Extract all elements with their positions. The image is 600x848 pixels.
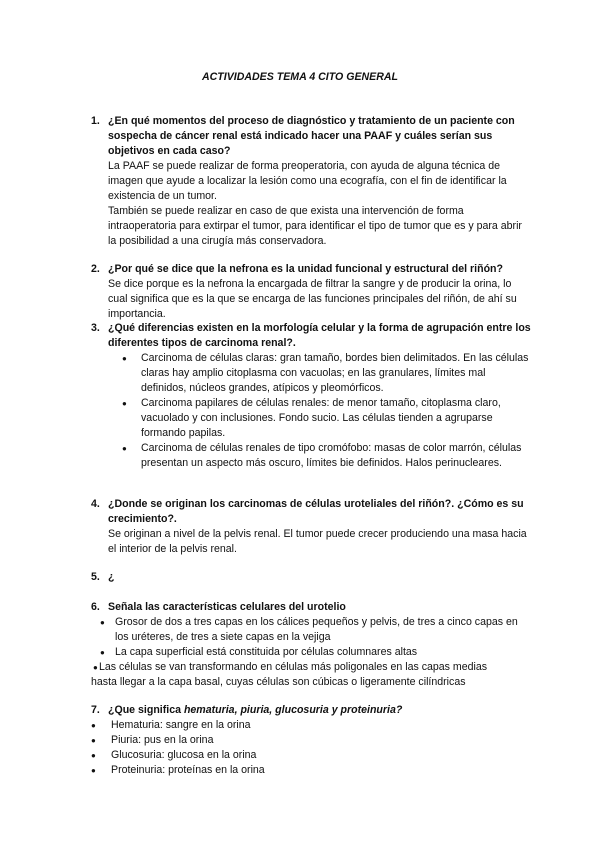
document-title: ACTIVIDADES TEMA 4 CITO GENERAL [202,71,398,83]
list-item: ● La capa superficial está constituida por células columnares altas [91,645,531,660]
question-2 [91,262,531,322]
answer-paragraph: La PAAF se puede realizar de forma preoperatoria, con ayuda de alguna técnica de imagen que ayude a localizar la lesión como una ecografía, con el fin de identificar la existencia de un tumor. [108,160,507,202]
list-item-trailing [91,660,531,690]
list-item: ● Proteinuria: proteínas en la orina [91,763,531,778]
bullet-list [91,718,531,778]
list-item: ● Grosor de dos a tres capas en los cálices pequeños y pelvis, de tres a cinco capas en los uréteres, de tres a siete capas en la vejiga [91,615,531,645]
question-text: ¿Por qué se dice que la nefrona es la unidad funcional y estructural del riñón? [108,263,503,275]
question-number: 7. [91,704,100,716]
question-text: Señala las características celulares del urotelio [108,601,346,613]
question-text: ¿En qué momentos del proceso de diagnóstico y tratamiento de un paciente con sospecha de cáncer renal está indicado hacer una PAAF y cuáles serían sus objetivos en cada caso? [108,115,515,157]
question-4 [91,497,531,557]
list-item-line: hasta llegar a la capa basal, cuyas células son cúbicas o ligeramente cilíndricas [91,676,466,688]
list-item: ● Carcinoma papilares de células renales: de menor tamaño, citoplasma claro, vacuolado y con inclusiones. Fondo sucio. Las células tienden a agruparse formando papilas. [108,396,531,441]
question-prefix: ¿Que significa [108,704,184,716]
question-number: 3. [91,322,100,334]
question-number: 5. [91,571,100,583]
list-item: ● Piuria: pus en la orina [91,733,531,748]
question-3 [91,321,531,471]
question-1 [91,114,531,249]
question-number: 1. [91,115,100,127]
question-terms: hematuria, piuria, glucosuria y proteinuria? [183,704,403,716]
list-item: ● Carcinoma de células claras: gran tamaño, bordes bien delimitados. En las células claras hay amplio citoplasma con vacuolas; en las granulares, límites mal definidos, núcleos grandes, atípicos y pleomórficos. [108,351,531,396]
question-6 [91,600,531,690]
question-5 [91,570,531,585]
answer-paragraph: También se puede realizar en caso de que exista una intervención de forma intraoperatoria para extirpar el tumor, para identificar el tipo de tumor que es y para abrir la posibilidad a una cirugía más conservadora. [108,205,522,247]
bullet-icon: ● [93,663,98,672]
bullet-list [91,351,531,471]
bullet-list [91,615,531,660]
question-text: ¿Qué diferencias existen en la morfología celular y la forma de agrupación entre los diferentes tipos de carcinoma renal?. [108,322,531,349]
list-item: ● Carcinoma de células renales de tipo cromófobo: masas de color marrón, células presentan un aspecto más oscuro, límites bie definidos. Halos perinucleares. [108,441,531,471]
question-number: 6. [91,601,100,613]
list-item: ● Glucosuria: glucosa en la orina [91,748,531,763]
question-7 [91,703,531,778]
list-item-line: Las células se van transformando en células más poligonales en las capas medias [99,661,488,673]
answer-paragraph: Se originan a nivel de la pelvis renal. El tumor puede crecer produciendo una masa hacia el interior de la pelvis renal. [108,528,527,555]
answer [108,159,531,249]
list-item: ● Hematuria: sangre en la orina [91,718,531,733]
answer [108,527,531,557]
answer-paragraph: Se dice porque es la nefrona la encargada de filtrar la sangre y de producir la orina, lo cual significa que es la que se encarga de las funciones principales del riñón, de ahí su importancia. [108,278,517,320]
answer [108,277,531,322]
question-text: ¿Donde se originan los carcinomas de células uroteliales del riñón?. ¿Cómo es su crecimiento?. [108,498,524,525]
question-number: 4. [91,498,100,510]
question-number: 2. [91,263,100,275]
question-text [108,703,531,718]
question-text: ¿ [108,571,115,583]
